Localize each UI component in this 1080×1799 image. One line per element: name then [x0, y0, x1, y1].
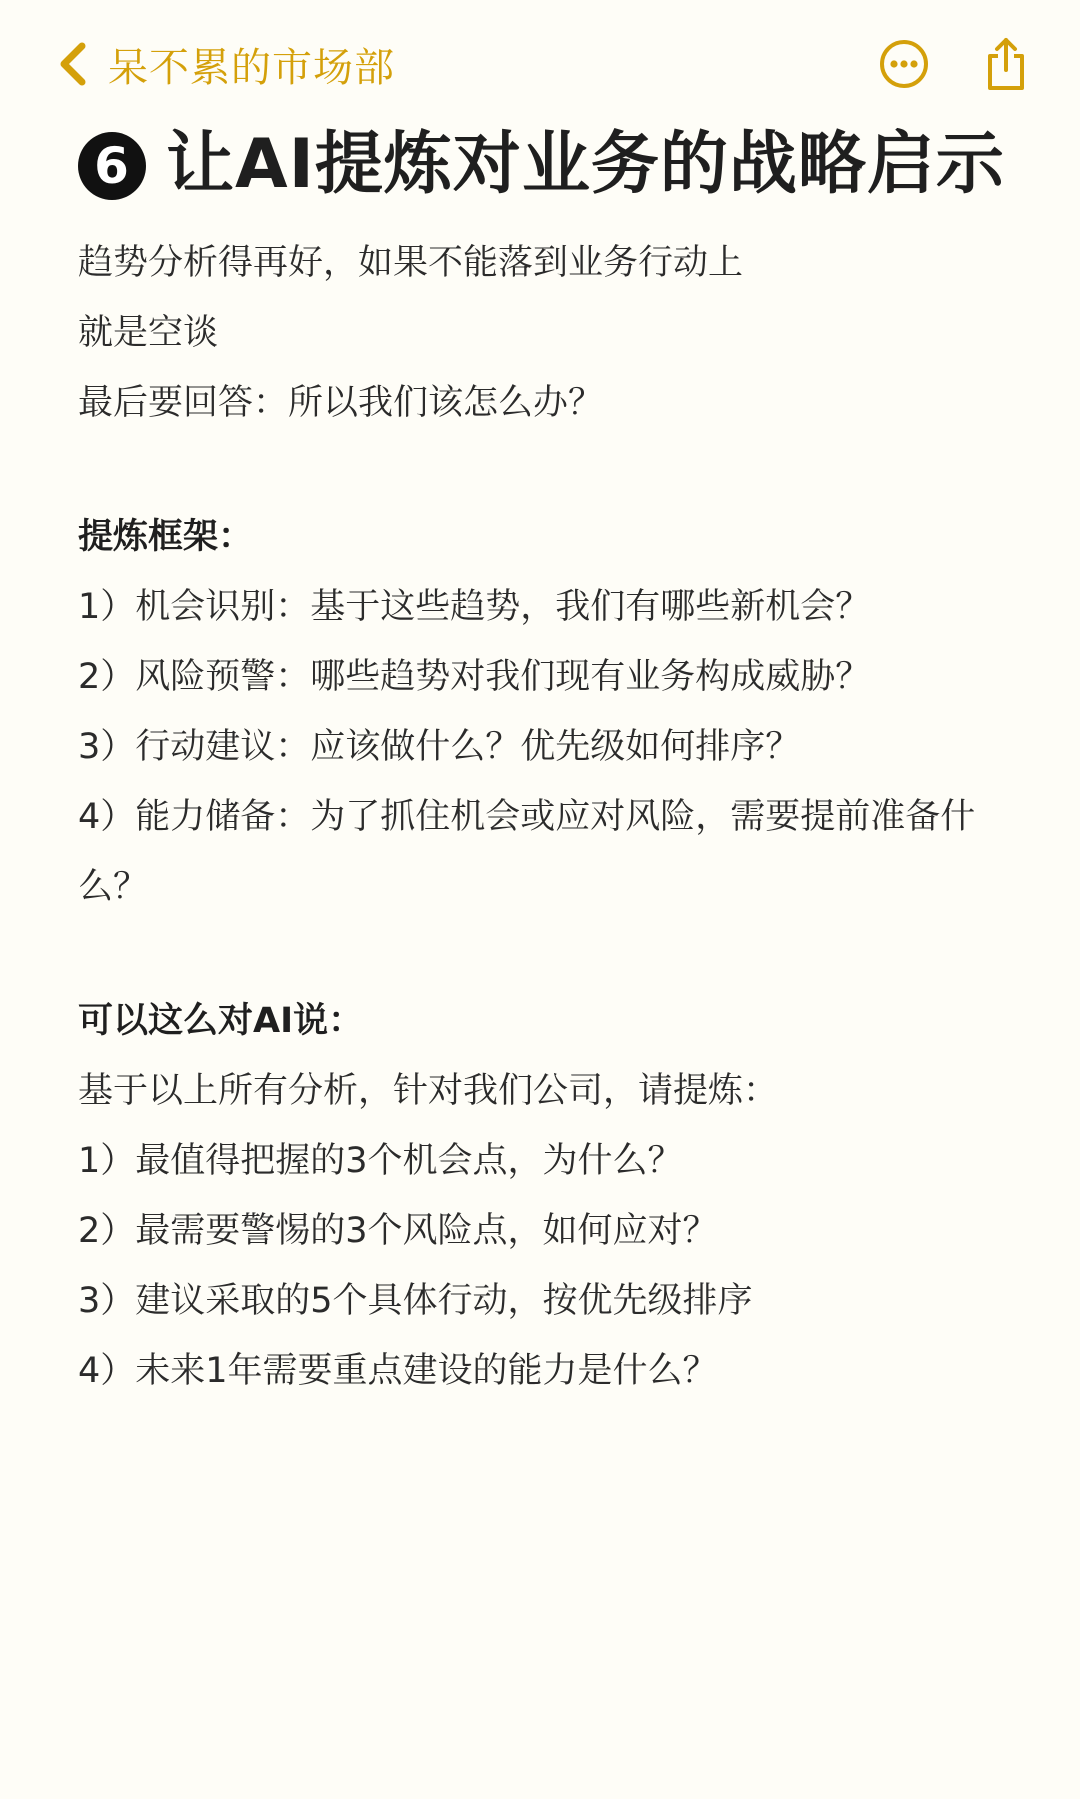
note-title [78, 116, 1018, 214]
share-icon [984, 36, 1028, 92]
ellipsis-circle-icon [878, 38, 930, 90]
framework-item: 1）机会识别：基于这些趋势，我们有哪些新机会？ [78, 587, 871, 627]
framework-item: 3）行动建议：应该做什么？优先级如何排序？ [78, 727, 801, 767]
blank-line [78, 922, 1018, 986]
chevron-left-icon [54, 40, 94, 88]
framework-item: 4）能力储备：为了抓住机会或应对风险，需要提前准备什么？ [78, 797, 976, 907]
intro-line: 趋势分析得再好，如果不能落到业务行动上 [78, 243, 744, 283]
intro-line: 最后要回答：所以我们该怎么办？ [78, 383, 604, 423]
prompt-section [78, 986, 1018, 1406]
prompt-item: 4）未来1年需要重点建设的能力是什么？ [78, 1351, 718, 1391]
navigation-bar [0, 0, 1080, 128]
framework-item: 2）风险预警：哪些趋势对我们现有业务构成威胁？ [78, 657, 871, 697]
prompt-heading: 可以这么对AI说： [78, 1001, 364, 1041]
note-body[interactable] [78, 116, 1018, 1406]
back-button[interactable] [54, 36, 395, 92]
framework-section [78, 502, 1018, 922]
prompt-item: 3）建议采取的5个具体行动，按优先级排序 [78, 1281, 753, 1321]
intro-line: 就是空谈 [78, 313, 219, 353]
blank-line [78, 438, 1018, 502]
title-number-badge: 6 [78, 132, 146, 200]
title-text: 让AI提炼对业务的战略启示 [166, 125, 1005, 204]
share-button[interactable] [978, 34, 1034, 94]
prompt-item: 2）最需要警惕的3个风险点，如何应对？ [78, 1211, 718, 1251]
prompt-item: 1）最值得把握的3个机会点，为什么？ [78, 1141, 683, 1181]
intro-block [78, 228, 1018, 438]
back-button-label: 呆不累的市场部 [108, 44, 395, 91]
framework-heading: 提炼框架： [78, 517, 254, 557]
prompt-lead: 基于以上所有分析，针对我们公司，请提炼： [78, 1071, 779, 1111]
more-options-button[interactable] [876, 34, 932, 94]
